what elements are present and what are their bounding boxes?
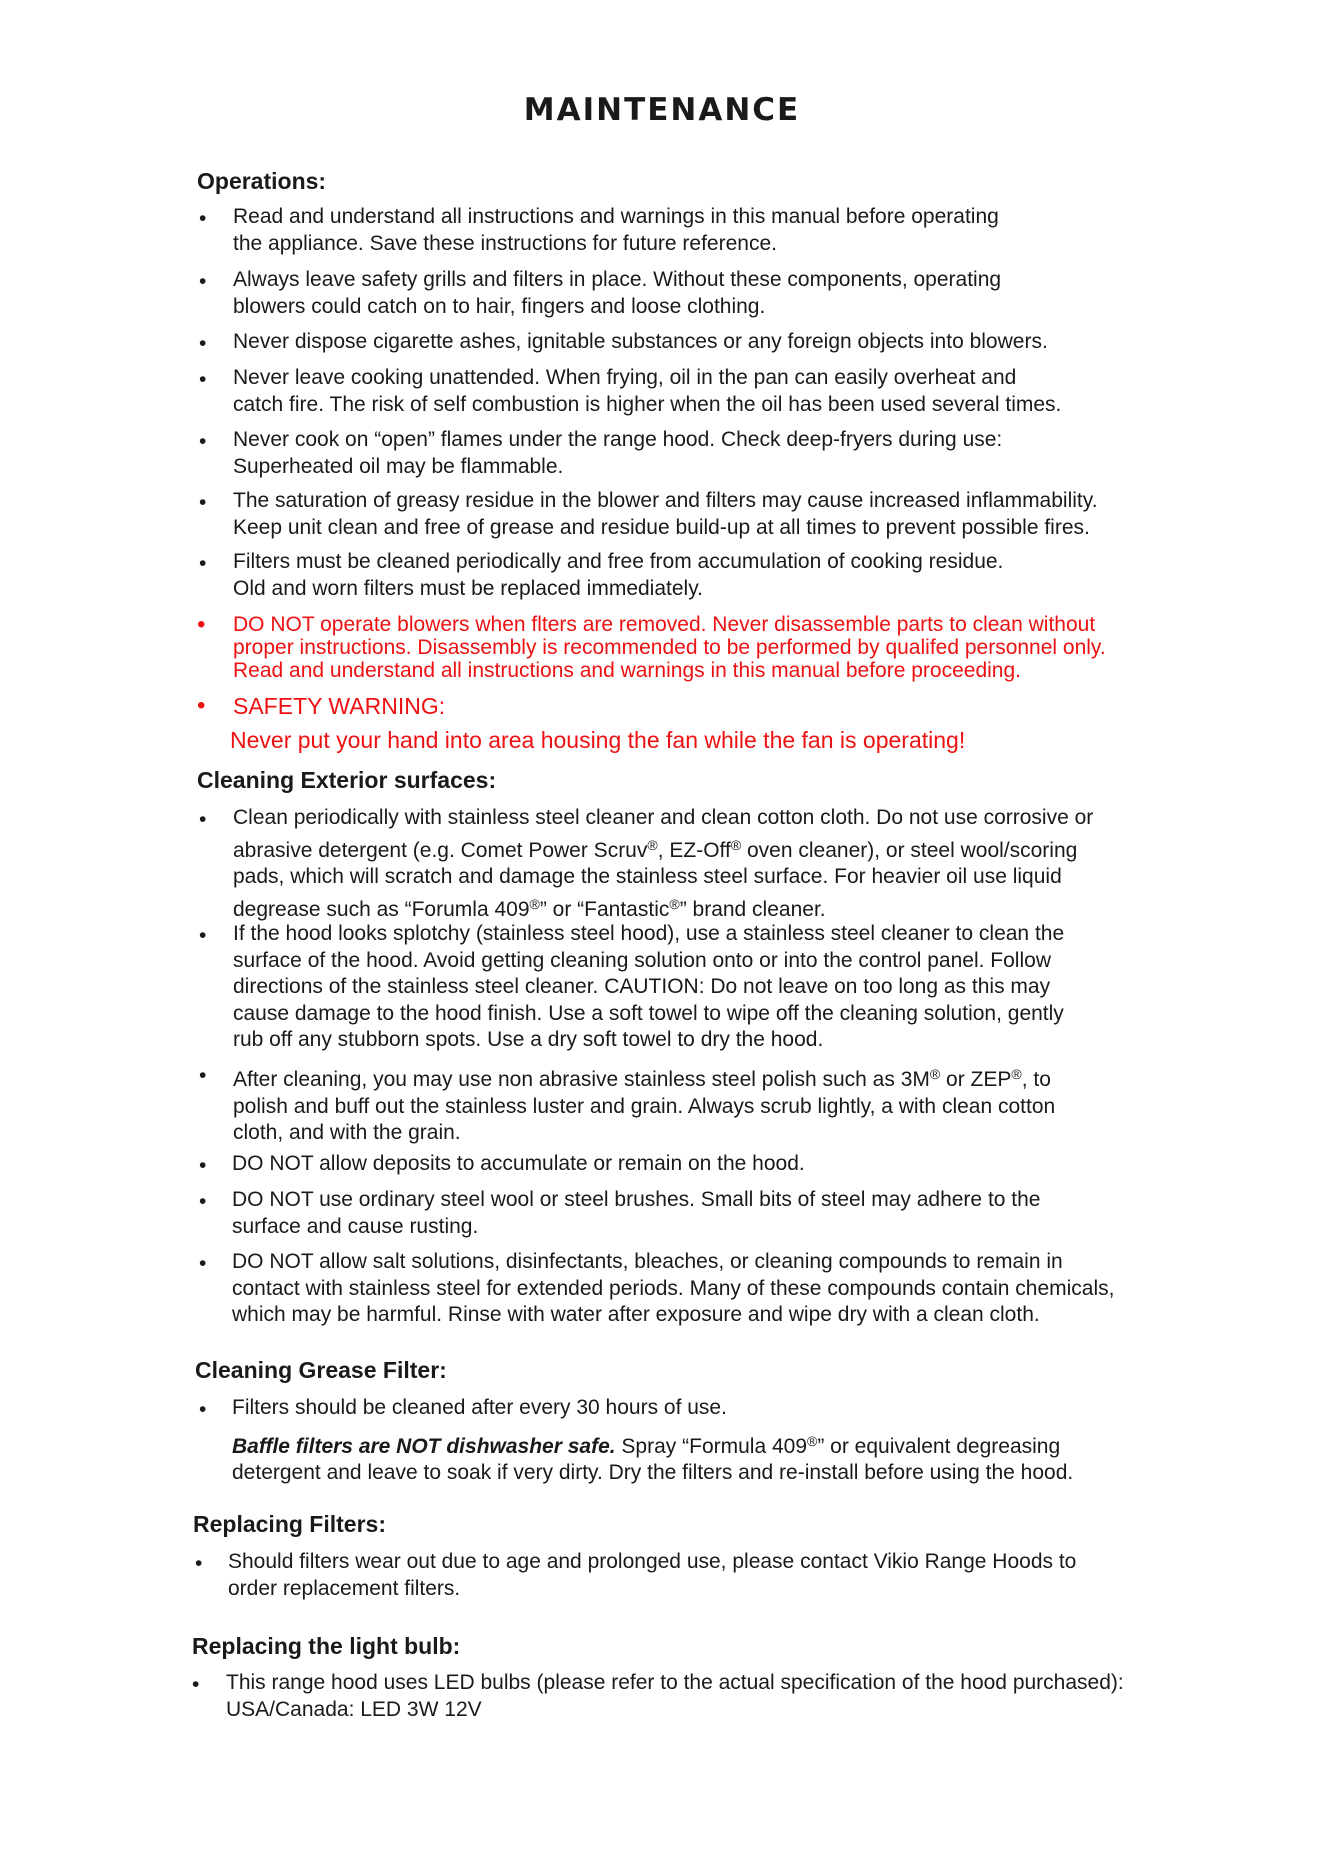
operations-item-7: Filters must be cleaned periodically and free from accumulation of cooking residue. Old and worn filters must be replaced immediately. bbox=[233, 550, 1004, 600]
operations-item-5: Never cook on “open” flames under the range hood. Check deep-fryers during use: Superheated oil may be flammable. bbox=[233, 428, 1003, 478]
registered-mark: ® bbox=[1011, 1066, 1022, 1082]
registered-mark: ® bbox=[929, 1066, 941, 1082]
bullet: • bbox=[199, 368, 207, 391]
bullet: • bbox=[199, 1252, 207, 1275]
replacing-filters-item: Should filters wear out due to age and prolonged use, please contact Vikio Range Hoods to order replacement filters. bbox=[228, 1550, 1077, 1600]
light-bulb-item: This range hood uses LED bulbs (please refer to the actual specification of the hood purchased): USA/Canada: LED 3W 12V bbox=[226, 1671, 1124, 1721]
bullet: • bbox=[199, 924, 207, 947]
grease-heading: Cleaning Grease Filter: bbox=[195, 1357, 447, 1383]
safety-warning-title: SAFETY WARNING: bbox=[233, 693, 446, 719]
operations-item-1: Read and understand all instructions and warnings in this manual before operating the appliance. Save these instructions for future reference. bbox=[233, 205, 999, 255]
registered-mark: ® bbox=[647, 836, 658, 853]
exterior-item-4: DO NOT allow deposits to accumulate or remain on the hood. bbox=[232, 1152, 805, 1175]
replacing-filters-heading: Replacing Filters: bbox=[193, 1511, 386, 1537]
bullet: • bbox=[199, 1398, 207, 1421]
bullet: • bbox=[199, 808, 207, 831]
bullet: • bbox=[197, 611, 206, 638]
operations-heading: Operations: bbox=[197, 168, 327, 194]
operations-item-2: Always leave safety grills and filters in place. Without these components, operating blowers could catch on to hair, fingers and loose clothing. bbox=[233, 268, 1002, 318]
bullet: • bbox=[199, 1154, 207, 1177]
bullet: • bbox=[199, 207, 207, 230]
registered-mark: ® bbox=[807, 1432, 818, 1449]
light-bulb-heading: Replacing the light bulb: bbox=[192, 1633, 461, 1659]
exterior-item-1: Clean periodically with stainless steel cleaner and clean cotton cloth. Do not use corrosive or abrasive detergent (e.g. Comet Power Scruv®, EZ-Off® oven cleaner), or steel wool/scoring pads, which will scratch and damage the stainless steel surface. For heavier oil use liquid degrease such as “Forumla 409®” or “Fantastic®” brand cleaner. bbox=[233, 806, 1094, 921]
exterior-item-2: If the hood looks splotchy (stainless steel hood), use a stainless steel cleaner to clean the surface of the hood. Avoid getting cleaning solution onto or into the control panel. Follow directions of the stainless steel cleaner. CAUTION: Do not leave on too long as this may cause damage to the hood finish. Use a soft towel to wipe off the cleaning solution, gently rub off any stubborn spots. Use a dry soft towel to dry the hood. bbox=[233, 922, 1065, 1051]
bullet: • bbox=[199, 1190, 207, 1213]
bullet: • bbox=[199, 1064, 207, 1087]
safety-warning-text: Never put your hand into area housing the fan while the fan is operating! bbox=[230, 727, 966, 753]
bullet: • bbox=[195, 1552, 203, 1575]
exterior-item-5: DO NOT use ordinary steel wool or steel brushes. Small bits of steel may adhere to the surface and cause rusting. bbox=[232, 1188, 1041, 1238]
exterior-item-3: After cleaning, you may use non abrasive stainless steel polish such as 3M® or ZEP®, to polish and buff out the stainless luster and grain. Always scrub lightly, a with clean cotton cloth, and with the grain. bbox=[233, 1066, 1056, 1144]
bullet: • bbox=[199, 491, 207, 514]
registered-mark: ® bbox=[669, 895, 680, 912]
operations-item-4: Never leave cooking unattended. When frying, oil in the pan can easily overheat and catch fire. The risk of self combustion is higher when the oil has been used several times. bbox=[233, 366, 1062, 416]
bullet: • bbox=[199, 332, 207, 355]
page-title: MAINTENANCE bbox=[523, 92, 801, 128]
registered-mark: ® bbox=[730, 836, 742, 853]
bullet: • bbox=[199, 430, 207, 453]
bullet: • bbox=[197, 692, 206, 719]
exterior-heading: Cleaning Exterior surfaces: bbox=[197, 767, 497, 793]
operations-item-3: Never dispose cigarette ashes, ignitable substances or any foreign objects into blowers. bbox=[233, 330, 1048, 353]
dishwasher-warning: Baffle filters are NOT dishwasher safe. bbox=[232, 1434, 616, 1458]
grease-item: Filters should be cleaned after every 30 hours of use. Baffle filters are NOT dishwasher safe. Spray “Formula 409®” or equivalent degreasing detergent and leave to soak if very dirty. Dry the filters and re-install before using the hood. bbox=[232, 1396, 1074, 1484]
bullet: • bbox=[199, 552, 207, 575]
bullet: • bbox=[192, 1673, 200, 1696]
registered-mark: ® bbox=[529, 895, 540, 912]
exterior-item-6: DO NOT allow salt solutions, disinfectants, bleaches, or cleaning compounds to remain in contact with stainless steel for extended periods. Many of these compounds contain chemicals, which may be harmful. Rinse with water after exposure and wipe dry with a clean cloth. bbox=[232, 1250, 1115, 1326]
bullet: • bbox=[199, 270, 207, 293]
operations-item-6: The saturation of greasy residue in the blower and filters may cause increased inflammability. Keep unit clean and free of grease and residue build-up at all times to prevent possible fires. bbox=[233, 489, 1098, 539]
warning-disassembly: DO NOT operate blowers when flters are removed. Never disassemble parts to clean without proper instructions. Disassembly is recommended to be performed by qualifed personnel only. Read and understand all instructions and warnings in this manual before proceeding. bbox=[233, 613, 1106, 682]
